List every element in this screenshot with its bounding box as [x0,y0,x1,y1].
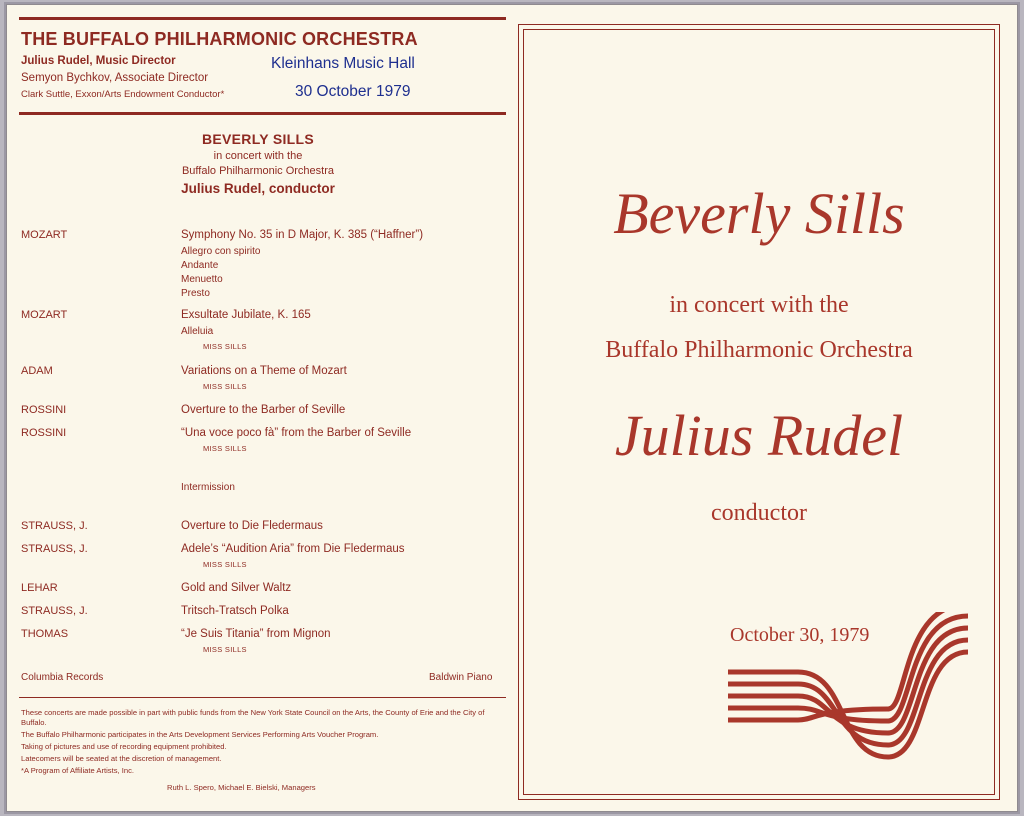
wave-stripes-icon [728,612,968,772]
program-work: Adele’s “Audition Aria” from Die Fledermaus [181,543,405,555]
venue-name: Kleinhans Music Hall [271,55,415,72]
program-soloist: MISS SILLS [203,444,247,453]
program-work: Exsultate Jubilate, K. 165 [181,309,311,321]
program-movement: Andante [181,260,219,271]
music-director: Julius Rudel, Music Director [21,55,176,67]
cover-in-concert: in concert with the [669,292,849,318]
cover-conductor-name: Julius Rudel [614,403,904,468]
program-movement: Alleluia [181,326,214,337]
cover-orchestra: Buffalo Philharmonic Orchestra [605,337,913,363]
program-movement: Menuetto [181,274,223,285]
program-composer: STRAUSS, J. [21,520,88,532]
orchestra-name: THE BUFFALO PHILHARMONIC ORCHESTRA [21,29,418,49]
concert-soloist: BEVERLY SILLS [201,131,315,147]
top-rule [19,17,506,20]
program-soloist: MISS SILLS [203,342,247,351]
program-soloist: MISS SILLS [203,645,247,654]
program-work: Gold and Silver Waltz [181,582,292,594]
program-work: “Je Suis Titania” from Mignon [181,628,331,640]
footer-voucher: The Buffalo Philharmonic participates in the Arts Development Services Performing Arts Voucher Program. [21,730,379,739]
records-credit: Columbia Records [21,672,104,683]
program-work: Overture to the Barber of Seville [181,404,346,416]
intermission-label: Intermission [181,482,235,493]
concert-in-concert: in concert with the [213,150,303,162]
footer-pictures: Taking of pictures and use of recording equipment prohibited. [21,742,227,751]
program-work: “Una voce poco fà” from the Barber of Seville [181,427,412,439]
footer-rule [19,697,506,698]
header-rule [19,112,506,115]
venue-date: 30 October 1979 [295,83,411,100]
program-work: Variations on a Theme of Mozart [181,365,347,377]
program-movement: Allegro con spirito [181,246,261,257]
cover-conductor-title: conductor [711,500,807,526]
footer-affiliate: *A Program of Affiliate Artists, Inc. [21,766,134,775]
program-composer: MOZART [21,229,68,241]
program-soloist: MISS SILLS [203,560,247,569]
program-composer: STRAUSS, J. [21,605,88,617]
program-work: Overture to Die Fledermaus [181,520,323,532]
program-composer: ROSSINI [21,427,67,439]
program-composer: ADAM [21,365,53,377]
cover-soloist: Beverly Sills [613,181,905,246]
piano-credit: Baldwin Piano [429,672,493,683]
associate-director: Semyon Bychkov, Associate Director [21,72,209,84]
concert-conductor: Julius Rudel, conductor [181,181,335,196]
footer-managers: Ruth L. Spero, Michael E. Bielski, Managers [167,783,316,792]
cover-frame [523,29,995,795]
program-sheet [6,4,1018,812]
footer-latecomers: Latecomers will be seated at the discretion of management. [21,754,222,763]
program-soloist: MISS SILLS [203,382,247,391]
program-composer: ROSSINI [21,404,67,416]
program-work: Symphony No. 35 in D Major, K. 385 (“Haffner”) [181,229,424,241]
program-composer: THOMAS [21,628,69,640]
concert-orchestra: Buffalo Philharmonic Orchestra [181,165,335,177]
cover-date: October 30, 1979 [730,624,870,646]
program-composer: MOZART [21,309,68,321]
program-page [7,5,509,811]
cover-page [518,24,1000,800]
program-work: Tritsch-Tratsch Polka [181,605,289,617]
footer-funding: These concerts are made possible in part with public funds from the New York State Council on the Arts, the County of Erie and the City of Buffalo. [21,708,485,727]
program-composer: STRAUSS, J. [21,543,88,555]
endowment-conductor: Clark Suttle, Exxon/Arts Endowment Conductor* [21,89,225,100]
program-movement: Presto [181,288,210,299]
program-composer: LEHAR [21,582,58,594]
